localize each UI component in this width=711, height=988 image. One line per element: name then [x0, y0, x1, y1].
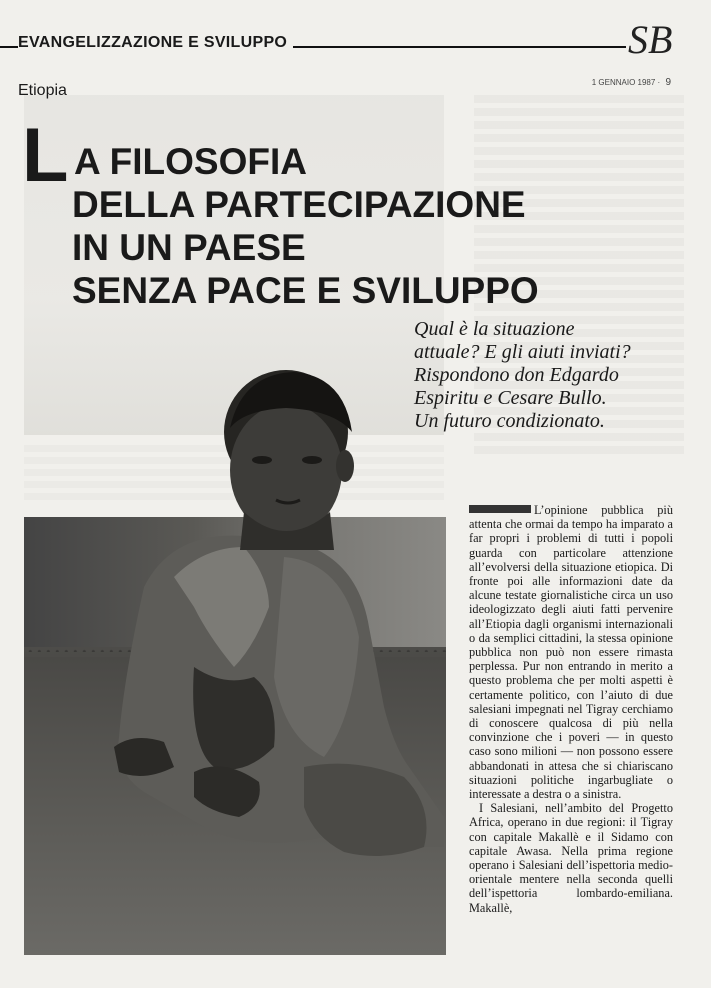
kicker-country: Etiopia [18, 82, 67, 99]
headline-dropcap: L [22, 113, 69, 198]
paragraph-text: L’opinione pubblica più attenta che ormai da tempo ha imparato a far propri i problemi di tutti i popoli guarda con particolare attenzione all’evolversi della situazione etiopica. Di fronte poi alle informazioni date da alcune testate giornalistiche circa un uso ideologizzato degli aiuti fatti pervenire all’Etiopia dagli organismi internazionali o da semplici cittadini, la stessa opinione pubblica non può non essere rimasta perplessa. Pur non entrando in merito a questo problema che per molti aspetti è certamente politico, con l’aiuto di due salesiani impegnati nel Tigray cerchiamo di conoscere qualcosa di più nella convinzione che i poveri — in questo caso sono milioni — non possono essere abbandonati in attesa che si chiariscano situazioni politiche ingarbugliate o interessate a destra o a sinistra. [469, 503, 673, 802]
child-head-illustration [214, 362, 360, 550]
page-info: 1 GENNAIO 1987 · 9 [591, 77, 671, 88]
paragraph-text: I Salesiani, nell’ambito del Progetto Africa, operano in due regioni: il Tigray con capitale Makallè e il Sidamo con capitale Awasa. Nella prima regione operano i Salesiani dell’ispettoria medio-orientale mentere nella seconda quelli dell’ispettoria lombardo-emiliana. Makallè, [469, 801, 673, 915]
article-paragraph [469, 801, 673, 915]
headline-line: A FILOSOFIA [74, 141, 307, 182]
headline-line: DELLA PARTECIPAZIONE [72, 184, 526, 225]
article-paragraph [469, 503, 673, 801]
page-number: 9 [665, 77, 671, 88]
article-deck: Qual è la situazione attuale? E gli aiuti inviati? Rispondono don Edgardo Espiritu e Cesare Bullo. Un futuro condizionato. [414, 318, 631, 432]
paragraph-lead-bar [469, 505, 531, 513]
article-headline [22, 113, 682, 312]
magazine-logo [628, 16, 672, 63]
headline-line: IN UN PAESE [72, 227, 306, 268]
child-photo [24, 517, 446, 955]
headline-line: SENZA PACE E SVILUPPO [72, 270, 539, 311]
issue-date: 1 GENNAIO 1987 [591, 78, 656, 87]
section-title: EVANGELIZZAZIONE E SVILUPPO [18, 34, 293, 52]
child-figure [24, 517, 446, 955]
article-body [469, 503, 673, 915]
logo-text: SB [628, 17, 673, 62]
